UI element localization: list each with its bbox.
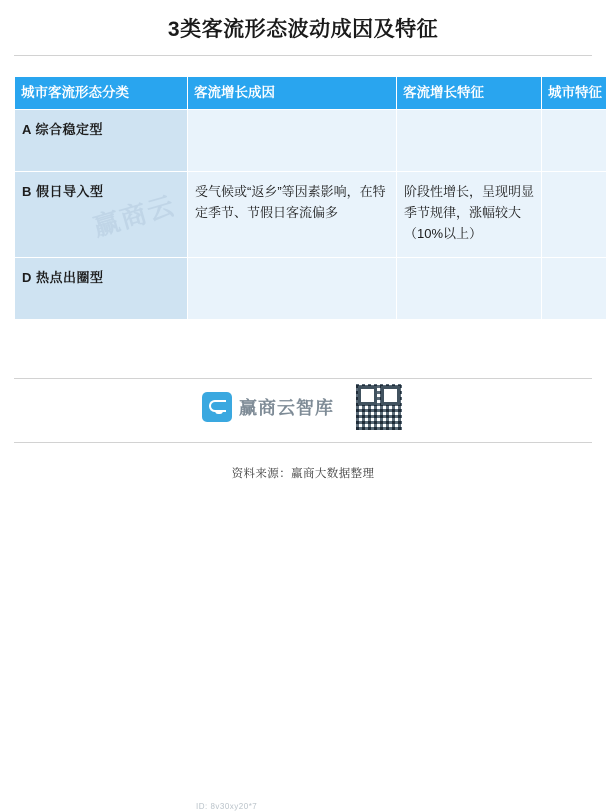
- title-divider: [14, 55, 592, 56]
- qr-code-icon[interactable]: [354, 382, 404, 432]
- row-a-feature: [397, 109, 542, 171]
- table-row: [15, 109, 606, 171]
- page-title: 3类客流形态波动成因及特征: [0, 0, 606, 55]
- row-d-city: [542, 257, 606, 319]
- row-b-city: [542, 171, 606, 257]
- table-row: [15, 257, 606, 319]
- column-header-category: 城市客流形态分类: [15, 77, 188, 110]
- source-note: 资料来源：赢商大数据整理: [0, 443, 606, 481]
- row-category-a: A 综合稳定型: [15, 109, 188, 171]
- brand-id-tag: ID: 8v30xy20*7: [196, 802, 257, 811]
- column-header-cause: 客流增长成因: [188, 77, 397, 110]
- brand-name: 赢商云智库: [239, 394, 334, 420]
- column-header-feature: 客流增长特征: [397, 77, 542, 110]
- row-b-feature: 阶段性增长，呈现明显季节规律，涨幅较大（10%以上）: [397, 171, 542, 257]
- row-d-feature: [397, 257, 542, 319]
- row-category-d: D 热点出圈型: [15, 257, 188, 319]
- row-b-cause: 受气候或“返乡”等因素影响，在特定季节、节假日客流偏多: [188, 171, 397, 257]
- row-a-cause: [188, 109, 397, 171]
- brand-logo: [202, 392, 334, 422]
- row-a-city: [542, 109, 606, 171]
- column-header-city: 城市特征: [542, 77, 606, 110]
- table-row: [15, 171, 606, 257]
- cloud-logo-icon: [202, 392, 232, 422]
- row-category-b: B 假日导入型: [15, 171, 188, 257]
- brand-row: [0, 379, 606, 435]
- table-header-row: [15, 77, 606, 110]
- table-header: [15, 77, 606, 110]
- footer-area: [0, 378, 606, 481]
- data-table-container: [14, 76, 592, 320]
- data-table: [14, 76, 606, 320]
- row-d-cause: [188, 257, 397, 319]
- table-body: [15, 109, 606, 319]
